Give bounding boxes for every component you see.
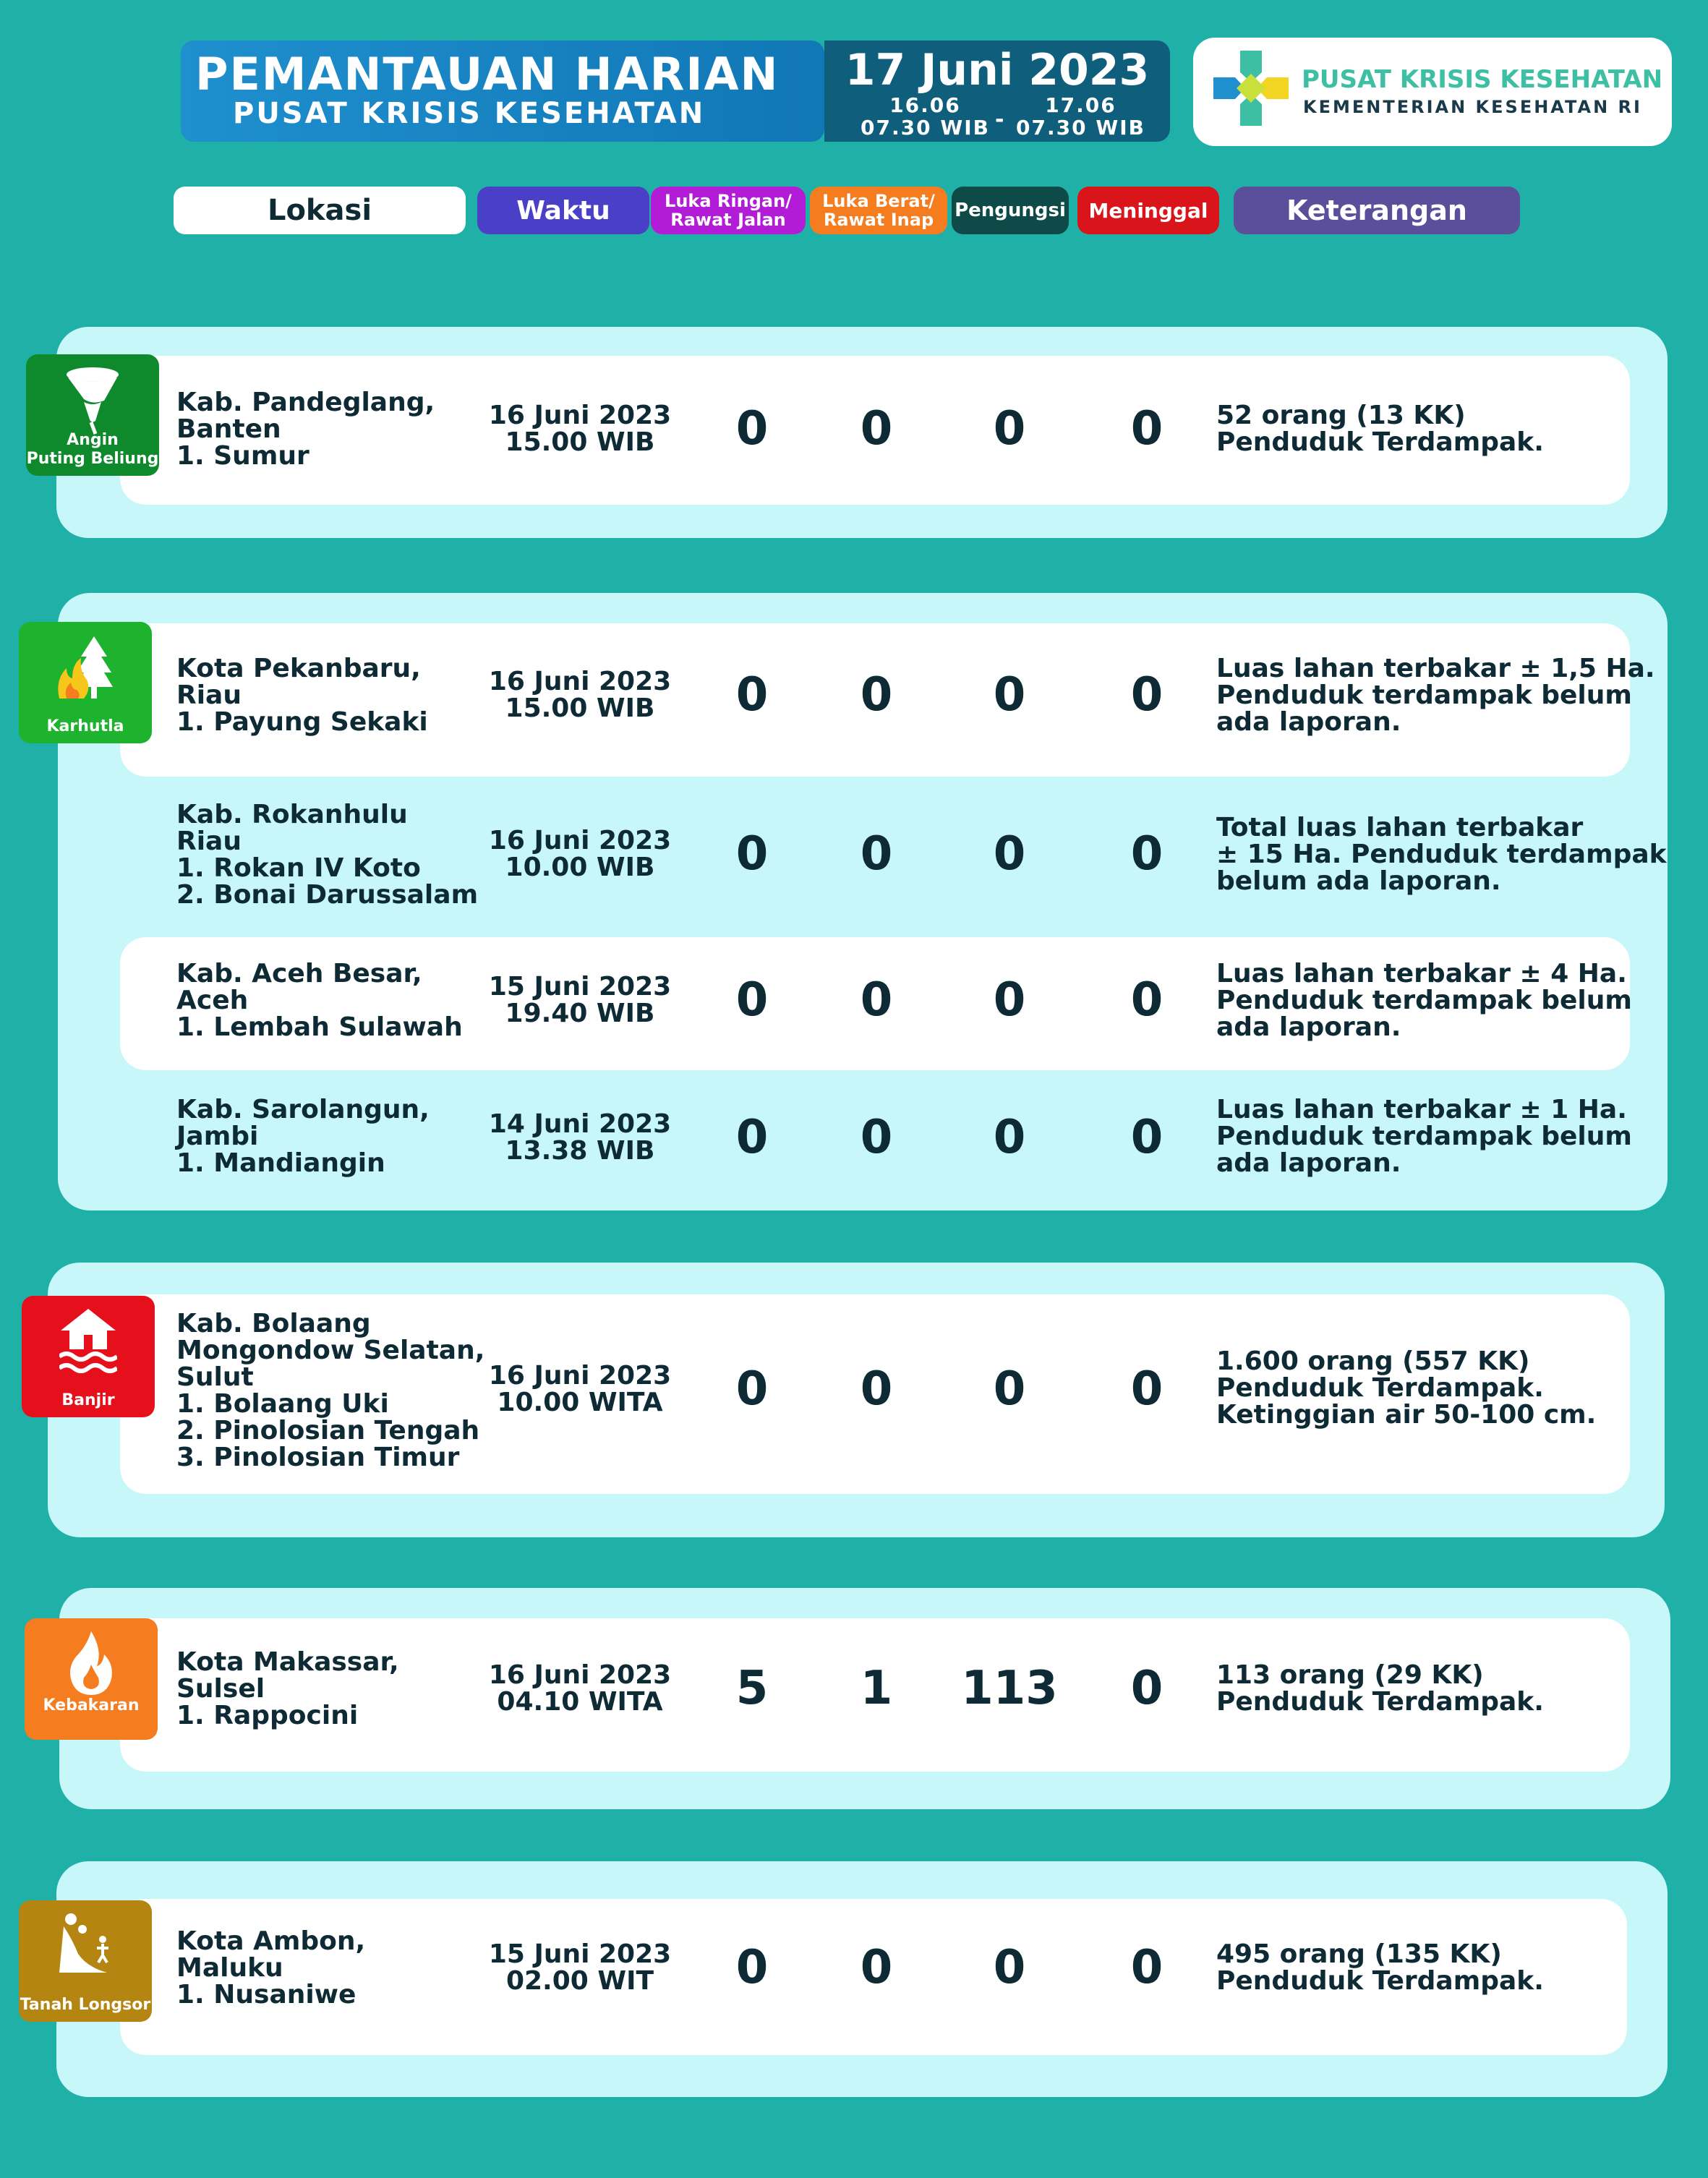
location-line: 1. Rappocini (176, 1701, 359, 1730)
keterangan-line: 52 orang (13 KK) (1216, 401, 1466, 430)
location-line: Mongondow Selatan, (176, 1336, 485, 1365)
location-line: Sulut (176, 1362, 254, 1392)
value-meninggal: 0 (1130, 827, 1163, 881)
keterangan-line: 1.600 orang (557 KK) (1216, 1346, 1530, 1376)
row-location (176, 1310, 484, 1471)
keterangan-line: Penduduk Terdampak. (1216, 1966, 1544, 1996)
row-time (477, 1662, 683, 1715)
column-header-luka-berat (810, 187, 947, 234)
value-pengungsi: 0 (993, 1941, 1026, 1994)
row-location (176, 655, 428, 735)
keterangan-line: Penduduk Terdampak. (1216, 427, 1544, 457)
time-hour: 04.10 WITA (497, 1687, 663, 1717)
logo-title: PUSAT KRISIS KESEHATAN (1302, 65, 1663, 94)
value-pengungsi: 0 (993, 1111, 1026, 1164)
value-luka-berat: 0 (860, 973, 893, 1027)
category-label-kebakaran: Kebakaran (43, 1696, 140, 1714)
keterangan-line: ± 15 Ha. Penduduk terdampak (1216, 840, 1667, 869)
value-luka-ringan: 0 (735, 1111, 769, 1164)
location-line: 2. Pinolosian Tengah (176, 1416, 480, 1445)
column-header-meninggal: Meninggal (1077, 187, 1219, 234)
location-line: 3. Pinolosian Timur (176, 1443, 460, 1472)
location-line: Kab. Pandeglang, (176, 388, 435, 417)
keterangan-line: belum ada laporan. (1216, 866, 1501, 896)
value-meninggal: 0 (1130, 1111, 1163, 1164)
category-badge-kebakaran (25, 1618, 158, 1740)
location-line: 1. Bolaang Uki (176, 1389, 389, 1419)
keterangan-line: Penduduk terdampak belum (1216, 680, 1632, 710)
page-title: PEMANTAUAN HARIAN (195, 48, 780, 101)
row-keterangan (1216, 1348, 1596, 1428)
time-date: 16 Juni 2023 (488, 826, 672, 855)
keterangan-line: ada laporan. (1216, 1012, 1401, 1042)
location-line: Jambi (176, 1122, 259, 1151)
row-location (176, 1928, 365, 2008)
row-time (477, 1941, 683, 1994)
range-from-time: 07.30 WIB (861, 116, 990, 140)
value-luka-berat: 0 (860, 1362, 893, 1416)
category-badge-tanah-longsor (19, 1900, 152, 2022)
location-line: Sulsel (176, 1674, 265, 1704)
keterangan-line: ada laporan. (1216, 707, 1401, 737)
row-time (477, 827, 683, 881)
location-line: 1. Lembah Sulawah (176, 1012, 463, 1042)
column-header-luka-ringan (651, 187, 806, 234)
location-line: 1. Sumur (176, 441, 309, 471)
time-hour: 15.00 WIB (505, 693, 655, 723)
row-time (477, 1111, 683, 1164)
category-label-karhutla: Karhutla (46, 717, 124, 735)
keterangan-line: 113 orang (29 KK) (1216, 1660, 1484, 1690)
keterangan-line: Ketinggian air 50-100 cm. (1216, 1400, 1597, 1430)
time-date: 16 Juni 2023 (488, 667, 672, 696)
keterangan-line: Luas lahan terbakar ± 1 Ha. (1216, 1095, 1627, 1124)
value-luka-berat: 0 (860, 827, 893, 881)
report-date: 17 Juni 2023 (845, 45, 1150, 95)
value-pengungsi: 113 (961, 1662, 1058, 1715)
category-badge-karhutla (19, 622, 152, 743)
logo-panel (1193, 38, 1672, 146)
value-luka-ringan: 0 (735, 973, 769, 1027)
category-label-tanah-longsor: Tanah Longsor (20, 1996, 151, 2014)
column-header-keterangan: Keterangan (1234, 187, 1520, 234)
value-luka-ringan: 0 (735, 827, 769, 881)
location-line: Banten (176, 414, 281, 444)
keterangan-line: 495 orang (135 KK) (1216, 1939, 1502, 1969)
page-subtitle: PUSAT KRISIS KESEHATAN (233, 97, 706, 130)
crisis-center-logo-icon (1208, 45, 1294, 139)
time-hour: 19.40 WIB (505, 999, 655, 1028)
range-to-day: 17.06 (1045, 93, 1116, 117)
row-time (477, 973, 683, 1027)
time-date: 16 Juni 2023 (488, 1361, 672, 1391)
row-keterangan (1216, 1662, 1544, 1715)
row-keterangan (1216, 655, 1655, 735)
value-luka-berat: 0 (860, 1111, 893, 1164)
location-line: 1. Mandiangin (176, 1148, 385, 1178)
range-to (1016, 94, 1145, 139)
location-line: Riau (176, 680, 242, 710)
value-meninggal: 0 (1130, 973, 1163, 1027)
row-time (477, 668, 683, 722)
keterangan-line: Luas lahan terbakar ± 1,5 Ha. (1216, 654, 1655, 683)
location-line: Aceh (176, 986, 249, 1015)
keterangan-line: ada laporan. (1216, 1148, 1401, 1178)
time-date: 15 Juni 2023 (488, 972, 672, 1002)
time-hour: 10.00 WIB (505, 853, 655, 882)
date-panel (824, 40, 1170, 142)
value-luka-berat: 0 (860, 402, 893, 456)
column-header-pengungsi: Pengungsi (952, 187, 1069, 234)
column-header-luka-berat-line1: Luka Berat/ (822, 191, 935, 211)
value-luka-ringan: 0 (735, 1362, 769, 1416)
location-line: Maluku (176, 1953, 283, 1983)
value-pengungsi: 0 (993, 827, 1026, 881)
row-location (176, 801, 478, 908)
value-meninggal: 0 (1130, 1662, 1163, 1715)
location-line: 1. Payung Sekaki (176, 707, 428, 737)
time-date: 16 Juni 2023 (488, 401, 672, 430)
category-badge-banjir (22, 1296, 155, 1417)
keterangan-line: Penduduk Terdampak. (1216, 1687, 1544, 1717)
row-keterangan (1216, 1941, 1544, 1994)
value-luka-ringan: 0 (735, 1941, 769, 1994)
fire-icon (62, 1628, 120, 1701)
title-banner (181, 40, 824, 142)
logo-subtitle: KEMENTERIAN KESEHATAN RI (1303, 97, 1642, 117)
location-line: Kab. Aceh Besar, (176, 959, 422, 988)
value-meninggal: 0 (1130, 668, 1163, 722)
row-location (176, 1096, 430, 1176)
column-header-luka-ringan-line2: Rawat Jalan (670, 210, 786, 230)
keterangan-line: Luas lahan terbakar ± 4 Ha. (1216, 959, 1627, 988)
column-header-luka-berat-line2: Rawat Inap (823, 210, 934, 230)
category-label-angin (26, 431, 159, 469)
column-header-luka-ringan-line1: Luka Ringan/ (665, 191, 792, 211)
location-line: Riau (176, 827, 242, 856)
value-luka-ringan: 0 (735, 402, 769, 456)
row-location (176, 389, 435, 469)
category-label-angin-line1: Angin (67, 431, 119, 449)
value-luka-berat: 0 (860, 668, 893, 722)
value-meninggal: 0 (1130, 1941, 1163, 1994)
flood-house-icon (59, 1306, 117, 1378)
value-pengungsi: 0 (993, 973, 1026, 1027)
location-line: Kab. Sarolangun, (176, 1095, 430, 1124)
category-badge-angin (26, 354, 159, 476)
value-meninggal: 0 (1130, 402, 1163, 456)
range-from-day: 16.06 (889, 93, 961, 117)
keterangan-line: Penduduk terdampak belum (1216, 986, 1632, 1015)
category-label-banjir: Banjir (61, 1391, 115, 1409)
location-line: 1. Nusaniwe (176, 1980, 356, 2010)
time-date: 15 Juni 2023 (488, 1939, 672, 1969)
range-to-time: 07.30 WIB (1016, 116, 1145, 140)
row-time (477, 1362, 683, 1416)
category-label-angin-line2: Puting Beliung (26, 450, 159, 468)
range-from (861, 94, 990, 139)
time-hour: 15.00 WIB (505, 427, 655, 457)
keterangan-line: Total luas lahan terbakar (1216, 813, 1584, 842)
row-keterangan (1216, 960, 1632, 1041)
row-keterangan (1216, 402, 1544, 456)
row-keterangan (1216, 814, 1667, 894)
value-pengungsi: 0 (993, 402, 1026, 456)
time-date: 16 Juni 2023 (488, 1660, 672, 1690)
value-luka-berat: 0 (860, 1941, 893, 1994)
row-time (477, 402, 683, 456)
location-line: 1. Rokan IV Koto (176, 853, 421, 883)
row-keterangan (1216, 1096, 1632, 1176)
landslide-icon (56, 1910, 114, 1983)
time-hour: 02.00 WIT (505, 1966, 654, 1996)
range-separator: - (995, 107, 1004, 132)
location-line: 2. Bonai Darussalam (176, 880, 479, 910)
tornado-icon (64, 364, 121, 437)
value-pengungsi: 0 (993, 1362, 1026, 1416)
value-luka-berat: 1 (860, 1662, 893, 1715)
keterangan-line: Penduduk Terdampak. (1216, 1373, 1544, 1403)
location-line: Kota Pekanbaru, (176, 654, 421, 683)
location-line: Kota Makassar, (176, 1647, 399, 1677)
time-date: 14 Juni 2023 (488, 1109, 672, 1139)
keterangan-line: Penduduk terdampak belum (1216, 1122, 1632, 1151)
time-hour: 10.00 WITA (497, 1388, 663, 1417)
location-line: Kab. Rokanhulu (176, 800, 408, 829)
time-hour: 13.38 WIB (505, 1136, 655, 1166)
location-line: Kota Ambon, (176, 1926, 366, 1956)
value-pengungsi: 0 (993, 668, 1026, 722)
column-header-waktu: Waktu (477, 187, 649, 234)
value-luka-ringan: 5 (735, 1662, 769, 1715)
row-location (176, 960, 463, 1041)
value-meninggal: 0 (1130, 1362, 1163, 1416)
row-location (176, 1649, 399, 1729)
location-line: Kab. Bolaang (176, 1309, 371, 1338)
value-luka-ringan: 0 (735, 668, 769, 722)
forest-fire-icon (56, 632, 114, 704)
column-header-lokasi: Lokasi (174, 187, 466, 234)
